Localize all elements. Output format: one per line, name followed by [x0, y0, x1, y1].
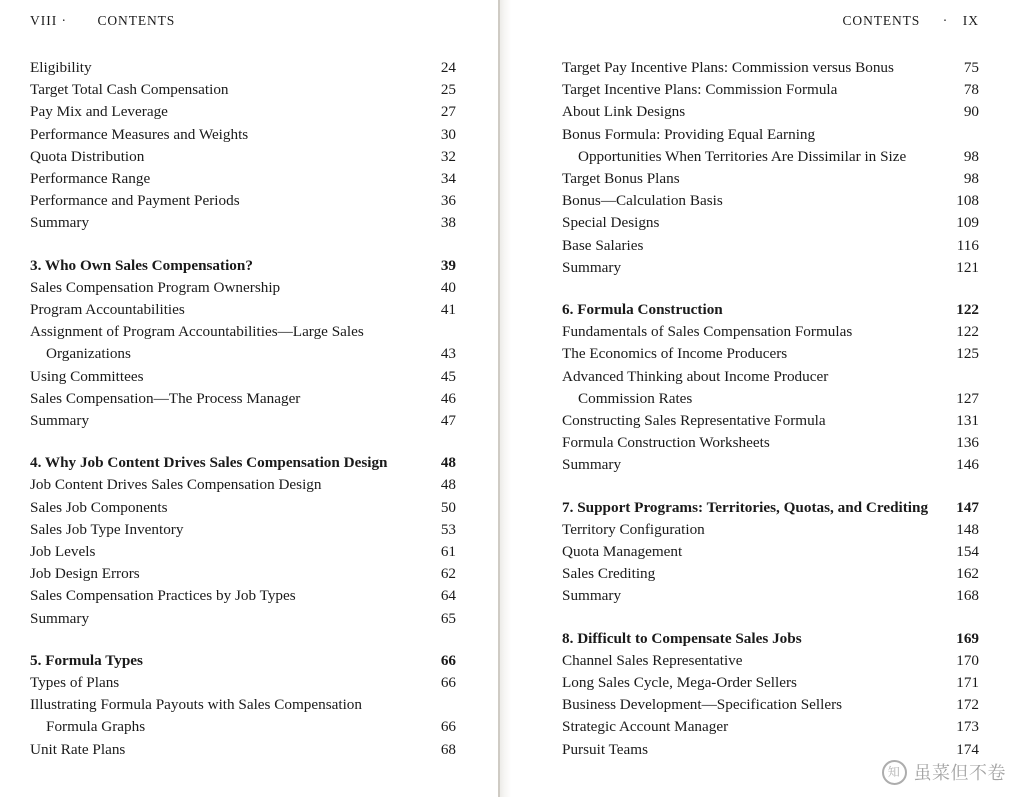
toc-entry-title: Types of Plans [30, 674, 120, 692]
toc-entry-page-number: 75 [963, 59, 979, 76]
toc-entry-title: 8. Difficult to Compensate Sales Jobs [562, 629, 802, 647]
toc-entry-title: Summary [30, 412, 90, 430]
toc-entry-title: Sales Crediting [562, 565, 656, 583]
toc-entry [30, 716, 456, 738]
toc-entry-page-number: 78 [963, 81, 979, 99]
toc-entry-page-number: 154 [956, 543, 979, 561]
toc-entry-title: Sales Compensation Program Ownership [30, 278, 281, 296]
page-gutter [498, 0, 520, 797]
running-head-separator-right: · [942, 13, 949, 28]
toc-entry [30, 124, 456, 146]
folio-right: IX [962, 13, 979, 28]
toc-entry-page-number: 38 [440, 214, 456, 232]
toc-entry [562, 585, 979, 607]
toc-entry-title: Formula Construction Worksheets [562, 434, 770, 452]
toc-entry-page-number: 25 [440, 81, 456, 99]
toc-entry-page-number: 66 [440, 674, 456, 692]
toc-entry-title: Sales Compensation Practices by Job Types [30, 587, 296, 605]
toc-entry [30, 212, 456, 234]
toc-entry-title: 5. Formula Types [30, 651, 143, 669]
toc-entry-title: Performance Range [30, 170, 151, 188]
toc-entry [30, 321, 456, 343]
toc-entry-page-number: 66 [440, 651, 456, 669]
toc-entry [30, 497, 456, 519]
toc-entry [30, 57, 456, 79]
toc-entry-title: Long Sales Cycle, Mega-Order Sellers [562, 674, 797, 692]
toc-entry [562, 343, 979, 365]
toc-entry-page-number: 171 [956, 674, 979, 692]
toc-entry-title: Using Committees [30, 367, 144, 385]
toc-entry [562, 541, 979, 563]
toc-entry-title: 4. Why Job Content Drives Sales Compensation Design [30, 454, 388, 472]
toc-entry-title: Constructing Sales Representative Formula [562, 412, 826, 430]
toc-entry [562, 410, 979, 432]
toc-entry-page-number: 34 [440, 170, 456, 188]
toc-entry-title: Program Accountabilities [30, 301, 185, 319]
toc-entry [562, 257, 979, 279]
toc-entry-title: Business Development—Specification Sellers [562, 696, 843, 714]
toc-entry [30, 739, 456, 761]
toc-entry-page-number: 36 [440, 192, 456, 210]
toc-entry-page-number: 64 [440, 587, 456, 605]
toc-entry [562, 388, 979, 410]
toc-entry-title: 7. Support Programs: Territories, Quotas, and Crediting [562, 498, 929, 516]
toc-entry-page-number: 170 [956, 651, 979, 669]
toc-entry-title: Formula Graphs [46, 718, 146, 736]
toc-entry-title: Advanced Thinking about Income Producer [562, 367, 829, 385]
running-head-right [520, 0, 979, 33]
toc-entry-page-number: 136 [956, 434, 979, 452]
folio-left: VIII [30, 13, 58, 28]
toc-list-right [562, 57, 979, 761]
toc-entry [30, 366, 456, 388]
toc-entry [562, 57, 979, 79]
toc-entry-page-number: 122 [956, 323, 979, 341]
toc-entry-title: Target Bonus Plans [562, 170, 680, 188]
running-head-label-left: CONTENTS [97, 13, 176, 28]
toc-entry-title: Eligibility [30, 59, 92, 76]
toc-entry-page-number: 61 [440, 543, 456, 561]
toc-entry [30, 410, 456, 432]
toc-entry [562, 366, 979, 388]
toc-entry-page-number: 48 [440, 476, 456, 494]
toc-entry [562, 168, 979, 190]
toc-entry-title: Summary [562, 456, 622, 474]
toc-entry-page-number: 98 [963, 170, 979, 188]
toc-chapter-entry [562, 299, 979, 321]
toc-entry [562, 454, 979, 476]
toc-entry [562, 650, 979, 672]
toc-entry-page-number: 48 [440, 454, 456, 472]
toc-entry [30, 101, 456, 123]
toc-entry-page-number: 127 [956, 389, 979, 407]
toc-entry-title: 3. Who Own Sales Compensation? [30, 256, 253, 274]
toc-entry-page-number: 122 [956, 301, 979, 319]
toc-entry-title: Quota Management [562, 543, 683, 561]
toc-entry-page-number: 172 [956, 696, 979, 714]
toc-entry [30, 79, 456, 101]
zhihu-logo-icon [882, 760, 907, 785]
toc-entry-title: Target Pay Incentive Plans: Commission versus Bonus [562, 59, 894, 76]
toc-entry-page-number: 174 [956, 740, 979, 758]
toc-entry [30, 694, 456, 716]
toc-entry-page-number: 24 [440, 59, 456, 76]
toc-entry-page-number: 147 [956, 498, 979, 516]
toc-entry-page-number: 32 [440, 147, 456, 165]
toc-entry-title: Illustrating Formula Payouts with Sales Compensation [30, 696, 362, 714]
toc-entry-page-number: 65 [440, 609, 456, 627]
toc-entry-page-number: 173 [956, 718, 979, 736]
toc-entry [562, 212, 979, 234]
toc-entry [562, 146, 979, 168]
toc-entry-page-number: 125 [956, 345, 979, 363]
toc-entry [562, 124, 979, 146]
toc-entry-title: Sales Job Components [30, 498, 168, 516]
toc-entry [562, 563, 979, 585]
toc-entry-title: About Link Designs [562, 103, 686, 121]
toc-entry-title: Summary [30, 609, 90, 627]
toc-entry [30, 388, 456, 410]
toc-entry-title: Job Content Drives Sales Compensation Design [30, 476, 322, 494]
toc-entry-title: Quota Distribution [30, 147, 145, 165]
toc-entry-page-number: 27 [440, 103, 456, 121]
toc-entry [562, 432, 979, 454]
toc-entry-page-number: 47 [440, 412, 456, 430]
toc-entry-page-number: 43 [440, 345, 456, 363]
toc-entry-page-number: 40 [440, 278, 456, 296]
toc-entry [30, 672, 456, 694]
toc-entry [30, 585, 456, 607]
toc-entry [30, 519, 456, 541]
toc-list-left [30, 57, 456, 761]
toc-entry-title: Target Total Cash Compensation [30, 81, 229, 99]
toc-entry [562, 321, 979, 343]
toc-entry [30, 343, 456, 365]
toc-chapter-entry [30, 452, 456, 474]
left-page [0, 0, 498, 797]
toc-entry [30, 474, 456, 496]
toc-entry-page-number: 66 [440, 718, 456, 736]
toc-entry-title: The Economics of Income Producers [562, 345, 788, 363]
toc-entry-title: Organizations [46, 345, 131, 363]
toc-entry-title: Base Salaries [562, 236, 644, 254]
toc-entry-title: Assignment of Program Accountabilities—Large Sales [30, 323, 364, 341]
watermark [882, 759, 1007, 785]
toc-entry-page-number: 148 [956, 520, 979, 538]
toc-entry [30, 277, 456, 299]
toc-entry [30, 608, 456, 630]
toc-entry-title: Strategic Account Manager [562, 718, 729, 736]
toc-entry-page-number: 116 [956, 236, 979, 254]
toc-entry [562, 739, 979, 761]
running-head-label-right: CONTENTS [842, 13, 921, 28]
toc-entry-page-number: 39 [440, 256, 456, 274]
toc-entry-title: Pursuit Teams [562, 740, 648, 758]
toc-entry [30, 299, 456, 321]
toc-entry-page-number: 45 [440, 367, 456, 385]
toc-entry [562, 519, 979, 541]
toc-entry-page-number: 46 [440, 389, 456, 407]
toc-entry-title: Territory Configuration [562, 520, 705, 538]
toc-entry [562, 101, 979, 123]
toc-entry-page-number: 62 [440, 565, 456, 583]
toc-entry-title: Commission Rates [578, 389, 693, 407]
toc-entry-title: Unit Rate Plans [30, 740, 126, 758]
running-head-separator-left: · [61, 13, 67, 28]
toc-entry-title: Bonus Formula: Providing Equal Earning [562, 125, 816, 143]
toc-entry-page-number: 169 [956, 629, 979, 647]
toc-entry-title: Channel Sales Representative [562, 651, 743, 669]
toc-entry-page-number: 121 [956, 258, 979, 276]
toc-entry-title: Summary [30, 214, 90, 232]
toc-chapter-entry [30, 255, 456, 277]
toc-entry-page-number: 68 [440, 740, 456, 758]
toc-entry-page-number: 53 [440, 520, 456, 538]
toc-chapter-entry [562, 628, 979, 650]
toc-chapter-entry [562, 497, 979, 519]
toc-entry-title: 6. Formula Construction [562, 301, 723, 319]
toc-entry-title: Fundamentals of Sales Compensation Formulas [562, 323, 853, 341]
toc-entry-page-number: 108 [956, 192, 979, 210]
toc-entry [30, 146, 456, 168]
toc-entry [562, 716, 979, 738]
toc-entry-page-number: 41 [440, 301, 456, 319]
toc-entry-page-number: 168 [956, 587, 979, 605]
toc-entry-title: Summary [562, 258, 622, 276]
toc-entry-page-number: 50 [440, 498, 456, 516]
toc-entry [562, 190, 979, 212]
toc-entry-page-number: 162 [956, 565, 979, 583]
toc-entry [562, 79, 979, 101]
toc-entry-title: Sales Job Type Inventory [30, 520, 184, 538]
toc-entry-page-number: 90 [963, 103, 979, 121]
toc-entry-page-number: 30 [440, 125, 456, 143]
toc-entry-title: Target Incentive Plans: Commission Formula [562, 81, 838, 99]
toc-entry-title: Job Levels [30, 543, 96, 561]
toc-entry-page-number: 98 [963, 147, 979, 165]
toc-entry-page-number: 109 [956, 214, 979, 232]
toc-entry-title: Performance and Payment Periods [30, 192, 240, 210]
toc-entry-title: Bonus—Calculation Basis [562, 192, 723, 210]
toc-entry [30, 541, 456, 563]
toc-chapter-entry [30, 650, 456, 672]
toc-entry [30, 190, 456, 212]
toc-entry-title: Special Designs [562, 214, 660, 232]
toc-entry-title: Summary [562, 587, 622, 605]
right-page [520, 0, 1020, 797]
watermark-text: 虽菜但不卷 [913, 763, 1006, 783]
toc-entry-page-number: 146 [956, 456, 979, 474]
toc-entry-title: Pay Mix and Leverage [30, 103, 168, 121]
toc-entry-title: Opportunities When Territories Are Dissimilar in Size [578, 147, 907, 165]
toc-entry-title: Job Design Errors [30, 565, 140, 583]
toc-entry [562, 672, 979, 694]
running-head-left [30, 0, 498, 33]
toc-entry-title: Sales Compensation—The Process Manager [30, 389, 301, 407]
toc-entry [562, 694, 979, 716]
toc-entry [30, 563, 456, 585]
toc-entry-title: Performance Measures and Weights [30, 125, 249, 143]
toc-entry [30, 168, 456, 190]
toc-entry-page-number: 131 [956, 412, 979, 430]
toc-entry [562, 235, 979, 257]
